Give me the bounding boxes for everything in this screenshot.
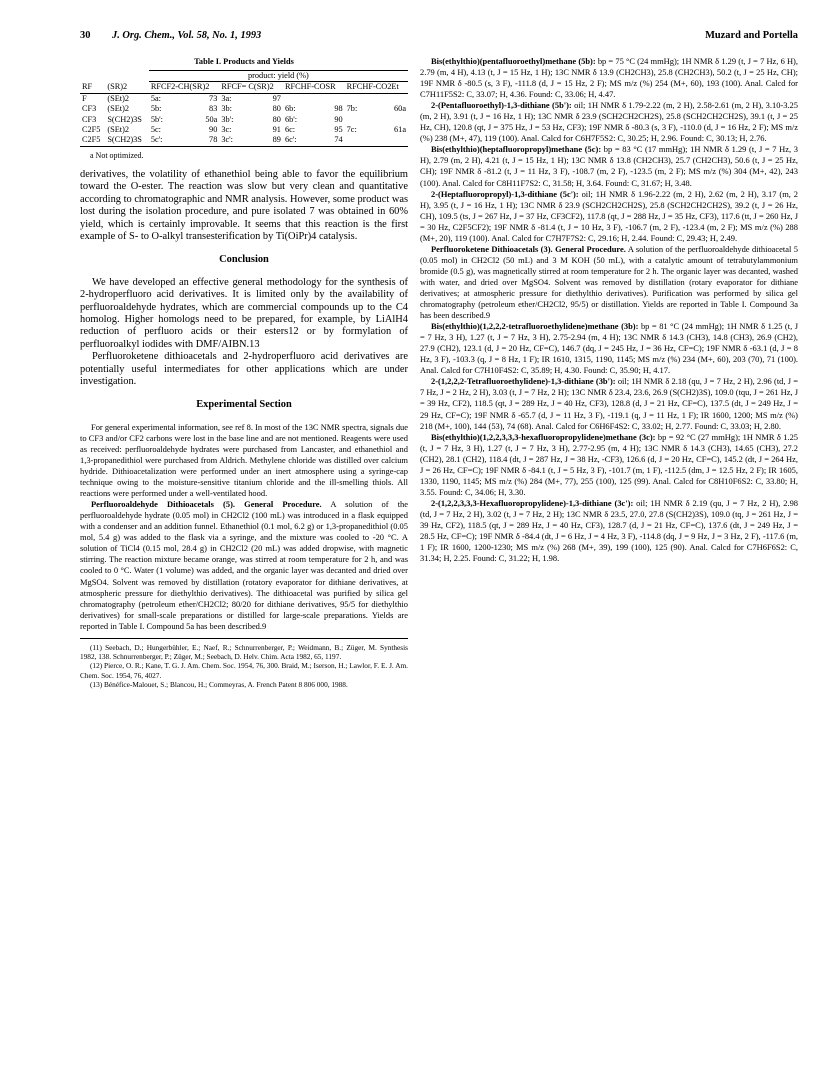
table-cell-y3: 74	[318, 135, 345, 146]
compound-title: 2-(Heptafluoropropyl)-1,3-dithiane (5c'):	[431, 188, 579, 199]
table-cell-y1: 83	[209, 104, 218, 114]
table-cell-y2: 80	[272, 104, 281, 114]
compound-entry	[420, 498, 798, 564]
compound-title: 2-(1,2,2,2-Tetrafluoroethylidene)-1,3-dithiane (3b'):	[431, 376, 616, 387]
compound-title: 2-(Pentafluoroethyl)-1,3-dithiane (5b'):	[431, 100, 572, 111]
table-row	[80, 104, 408, 114]
procedure-body: A solution of the perfluoroaldehyde dithioacetal 5 (0.05 mol) in CH2Cl2 (50 mL) and 3 M KOH (50 mL), with a catalytic amount of tetrabutylammonium bromide (0.5 g), was magnetically stirred at room temperature for 2 h. The organic layer was decanted, washed with water, and dried over MgSO4. Solvent was removed by distillation (rotary evaporator for dithiane derivatives; at atmospheric pressure for diethylthio derivatives). Purification was performed by silica gel chromatography (petroleum ether/CH2Cl2, 95/5) or distillation. Yields are reported in Table I. Compound 3a has been described.9	[420, 243, 798, 321]
compound-data: bp = 92 °C (27 mmHg); 1H NMR δ 1.25 (t, J = 7 Hz, 3 H), 1.27 (t, J = 7 Hz, 3 H), 2.77-2.95 (m, 4 H); 13C NMR δ 14.3 (CH3), 14.65 (CH3), 27.2 (CH2), 28.1 (CH2), 118.4 (dt, J = 287 Hz, J = 38 Hz, -CF3), 126.6 (d, J = 20 Hz, CF=C), 145.2 (dt, J = 264 Hz, J = 26 Hz, CF=C); 19F NMR δ -84.1 (t, J = 5 Hz, 3 F), -101.7 (m, 1 F), -112.5 (dm, J = 12.5 Hz, 2 F); IR 1605, 1330, 1190, 1145; MS m/z (%) 284 (M+, 77), 255 (100), 125 (99). Anal. Calcd for C8H10F6S2: C, 33.80; H, 3.55. Found: C, 34.06; H, 3.30.	[420, 431, 799, 497]
table-cell-c4	[345, 135, 375, 146]
table-cell-c2: 3c':	[219, 135, 255, 146]
table-row	[80, 135, 408, 146]
compound-data: oil; 1H NMR δ 1.79-2.22 (m, 2 H), 2.58-2.61 (m, 2 H), 3.10-3.25 (m, 2 H), 3.91 (t, J = 16 Hz, 1 H); 13C NMR δ 23.9 (SCH2CH2CH2S), 25.8 (SCH2CH2CH2S), 39.1 (t, J = 25 Hz, CH), 120.8 (qt, J = 375 Hz, J = 53 Hz, CF3); 19F NMR δ -80.3 (s, 3 F), -110.0 (d, J = 16 Hz, 2 F); MS m/z (%) 238 (M+, 47), 119 (100). Anal. Calcd for C6H7F5S2: C, 30.25; H, 2.96. Found: C, 30.13; H, 2.76.	[420, 100, 798, 144]
table-cell-sr: S(CH2)3S	[105, 135, 149, 146]
products-yields-table	[80, 70, 408, 147]
table-row	[80, 125, 408, 135]
table-spanner: product: yield (%)	[149, 71, 408, 82]
left-column	[80, 56, 408, 689]
table-cell-y4: 60a	[394, 104, 406, 114]
compound-entry	[420, 144, 798, 188]
compound-entry	[420, 321, 798, 376]
compound-title: Bis(ethylthio)(heptafluoropropyl)methane (5c):	[431, 144, 602, 155]
paragraph-title: Perfluoroaldehyde Dithioacetals (5). General Procedure.	[91, 499, 322, 510]
compound-data: oil; 1H NMR δ 2.19 (qu, J = 7 Hz, 2 H), 2.98 (td, J = 7 Hz, 2 H), 3.02 (t, J = 7 Hz, 2 H); 13C NMR δ 23.5, 27.0, 27.8 (S(CH2)3S), 109.0 (tq, J = 261 Hz, J = 39 Hz, CF2), 118.5 (qt, J = 289 Hz, J = 40 Hz, CF3), 128.7 (d, J = 21 Hz, CF=C), 137.6 (dt, J = 249 Hz, J = 28.5 Hz, CF=C); 19F NMR δ -84.4 (dt, J = 6 Hz, J = 4 Hz, 3 F), -114.8 (dq, J = 9 Hz, J = 3 Hz, 2 F), -117.6 (m, 1 F); IR 1600, 1200-1230; MS m/z (%) 268 (M+, 39), 199 (100), 125 (90). Anal. Calcd for C7H6F6S2: C, 31.34; H, 2.25. Found: C, 31.22; H, 1.98.	[420, 497, 799, 564]
table-cell-c2: 3b':	[221, 114, 234, 124]
table-cell-y3	[318, 93, 345, 104]
compound-entry	[420, 56, 798, 100]
table-cell-c3: 6b':	[284, 114, 298, 124]
compound-data: bp = 81 °C (24 mmHg); 1H NMR δ 1.25 (t, J = 7 Hz, 3 H), 1.27 (t, J = 7 Hz, 3 H), 2.75-2.94 (m, 4 H); 13C NMR δ 14.3 (CH3), 14.8 (CH3), 26.9 (CH2), 27.9 (CH2), 123.1 (d, J = 20 Hz, CF=C), 146.7 (dq, J = 245 Hz, J = 36 Hz, CF=C); 19F NMR δ -63.1 (d, J = 8 Hz, 3 F), -103.3 (q, J = 8 Hz, 1 F); IR 1610, 1315, 1190, 1145; MS m/z (%) 234 (M+, 60), 203 (70), 71 (100). Anal. Calcd for C7H10F4S2: C, 35.89; H, 4.30. Found: C, 35.90; H, 4.17.	[420, 321, 799, 376]
table-cell-c1: 5b:	[150, 104, 162, 114]
paragraph-body: A solution of the perfluoroaldehyde hydrate (0.05 mol) in CH2Cl2 (100 mL) was introduced in a flask equipped with a condenser and an addition funnel. Ethanethiol (0.1 mol, 6.2 g) or 1,3-propanedithiol (0.05 mol, 5.4 g) was added to the flask via a syringe, and the mixture was cooled to -20 °C. A solution of TiCl4 (0.15 mol, 28.4 g) in CH2Cl2 (20 mL) was added dropwise, with magnetic stirring. The reaction mixture became orange, was stirred at room temperature for 2 h, and was cooled to 0 °C. Water (1 volume) was added, and the organic layer was decanted and dried over MgSO4. Solvent was removed by distillation (rotatory evaporator for dithiane derivatives, at atmospheric pressure for diethylthio derivatives). The dithioacetal was purified by silica gel chromatography (petroleum ether/CH2Cl2; 80/20 for dithiane derivatives, 95/5 for diethylthio derivatives) for small-scale preparations or distilled for large-scale preparations. Yields are reported in Table I. Compound 5a has been described.9	[80, 499, 409, 631]
compound-entry	[420, 189, 798, 244]
compound-title: Bis(ethylthio)(1,2,2,2-tetrafluoroethylidene)methane (3b):	[431, 321, 639, 332]
compound-data: oil; 1H NMR δ 1.96-2.22 (m, 2 H), 2.62 (m, 2 H), 3.17 (m, 2 H), 3.95 (t, J = 16 Hz, 1 H); 13C NMR δ 23.9 (SCH2CH2CH2S), 25.8 (SCH2CH2CH2S), 39.2 (t, J = 26 Hz, CH), 109.5 (ts, J = 267 Hz, J = 37 Hz, CF3CF2), 117.8 (qt, J = 288 Hz, J = 35 Hz, CF3), 117.6 (tt, J = 260 Hz, J = 30 Hz, C2F5CF2); 19F NMR δ -81.4 (t, J = 10 Hz, 3 F), -106.7 (m, 2 F), -123.4 (m, 2 F); MS m/z (%) 288 (M+, 20), 119 (100). Anal. Calcd for C7H7F7S2: C, 29.16; H, 2.44. Found: C, 29.43; H, 2.49.	[420, 188, 799, 243]
reference-13: (13) Bénéfice-Malouet, S.; Blancou, H.; Commeyras, A. French Patent 8 806 000, 1988.	[90, 679, 348, 689]
table-cell-sr: (SEt)2	[107, 125, 129, 135]
table-cell-y4	[375, 135, 408, 146]
page-number: 30	[80, 30, 91, 41]
paragraph: For general experimental information, see ref 8. In most of the 13C NMR spectra, signals due to CF3 and/or CF2 carbons were lost in the base line and are not mentioned. Reagents were used as received: perfluoroaldehyde hydrates were purchased from Lancaster, and ethanethiol and 1,3-propanedithiol were purchased from Aldrich. Methylene chloride was distilled over calcium hydride. Dithioacetalization were performed under an inert atmosphere using a syringe-cap technique owing to the moisture-sensitive titanium chloride and the ill-smelling thiols. All reactions were performed under a well-ventilated hood.	[80, 421, 408, 499]
table-cell-rf: CF3	[82, 114, 97, 124]
table-cell-c3: 6b:	[284, 104, 296, 114]
reference-12: (12) Pierce, O. R.; Kane, T. G. J. Am. Chem. Soc. 1954, 76, 300. Braid, M.; Iserson, H.; Lawlor, F. E. J. Am. Chem. Soc. 1954, 76, 4027.	[80, 661, 408, 680]
table-title: Table I. Products and Yields	[194, 57, 294, 66]
compound-entry	[420, 432, 798, 498]
table-cell-y2: 80	[272, 114, 281, 124]
compound-entry	[420, 376, 798, 431]
compound-data: bp = 83 °C (17 mmHg); 1H NMR δ 1.29 (t, J = 7 Hz, 3 H), 2.79 (m, 2 H), 4.21 (t, J = 15 Hz, 1 H); 13C NMR δ 13.8 (CH2CH3), 25.7 (CH2CH3), 50.6 (t, J = 25 Hz, CH); 19F NMR δ -81.2 (t, J = 11 Hz, 3 F), -108.7 (m, 2 F), -123.5 (m, 2 F); MS m/z (%) 304 (M+, 42), 243 (100). Anal. Calcd for C8H11F7S2: C, 31.58; H, 3.64. Found: C, 31.67; H, 3.48.	[420, 144, 798, 188]
col-header-p2: RFCF= C(SR)2	[219, 82, 283, 93]
compound-data: bp = 75 °C (24 mmHg); 1H NMR δ 1.29 (t, J = 7 Hz, 6 H), 2.79 (m, 4 H), 4.13 (t, J = 15 Hz, 1 H); 13C NMR δ 13.9 (CH2CH3), 25.8 (CH2CH3), 50.2 (t, J = 25 Hz, CH); 19F NMR δ -80.5 (s, 3 F), -111.8 (d, J = 15 Hz, 2 F); MS m/z (%) 254 (M+, 60), 193 (100). Anal. Calcd for C7H11F5S2: C, 33.07; H, 4.36. Found: C, 33.06; H, 4.47.	[420, 56, 798, 100]
table-cell-sr: (SEt)2	[107, 93, 129, 103]
table-cell-sr: S(CH2)3S	[107, 114, 142, 124]
table-cell-rf: C2F5	[80, 135, 105, 146]
col-header-p1: RFCF2-CH(SR)2	[149, 82, 220, 93]
table-row	[80, 115, 408, 125]
table-cell-rf: F	[82, 93, 87, 103]
table-cell-c1: 5a:	[150, 93, 161, 103]
table-cell-y4: 61a	[394, 125, 406, 135]
compound-title: Bis(ethylthio)(pentafluoroethyl)methane (5b):	[431, 56, 596, 66]
col-header-sr2: (SR)2	[105, 82, 149, 93]
table-cell-c1: 5b':	[150, 114, 163, 124]
col-header-p3: RFCHF-COSR	[283, 82, 345, 93]
table-cell-sr: (SEt)2	[107, 104, 129, 114]
running-authors: Muzard and Portella	[705, 30, 798, 41]
table-cell-c2: 3b:	[221, 104, 232, 114]
discussion-text	[80, 169, 408, 412]
table-row	[80, 93, 408, 104]
table-cell-rf: CF3	[82, 104, 97, 114]
table-cell-y2: 97	[272, 93, 281, 103]
table-cell-y2: 91	[272, 125, 281, 135]
compound-data: oil; 1H NMR δ 2.18 (qu, J = 7 Hz, 2 H), 2.96 (td, J = 7 Hz, J = 2 Hz, 2 H), 3.03 (t, J = 7 Hz, 2 H); 13C NMR δ 23.4, 23.6, 26.9 (S(CH2)3S), 109.0 (tqu, J = 261 Hz, J = 39 Hz, CF2), 118.5 (qt, J = 289 Hz, J = 40 Hz, CF3), 128.8 (d, J = 21 Hz, CF=C), 137.5 (dt, J = 249 Hz, J = 29 Hz, CF=C); 19F NMR δ -65.7 (d, J = 11 Hz, 3 F), -119.1 (q, J = 11 Hz, 1 F); IR 1600, 1200; MS m/z (%) 218 (M+, 100), 144 (53), 74 (68). Anal. Calcd for C6H6F4S2: C, 33.02; H, 2.77. Found: C, 33.03; H, 2.80.	[420, 376, 799, 431]
table-cell-c2: 3c:	[221, 125, 232, 135]
conclusion-heading: Conclusion	[219, 254, 269, 266]
references	[80, 638, 408, 689]
table-cell-y1: 78	[184, 135, 219, 146]
table-cell-c4	[345, 93, 375, 104]
paragraph	[80, 499, 408, 632]
right-column	[420, 56, 798, 564]
table-cell-y1: 50a	[205, 114, 218, 124]
paragraph: Perfluoroketene dithioacetals and 2-hydroperfluoro acid derivatives are potentially useful intermediates for other applications which are under investigation.	[80, 351, 408, 388]
table-cell-y1: 73	[209, 93, 218, 103]
col-header-p4: RFCHF-CO2Et	[345, 82, 408, 93]
table-cell-c4: 7b:	[346, 104, 358, 114]
table-cell-c4: 7c:	[346, 125, 357, 135]
table-cell-y4	[375, 93, 408, 104]
table-cell-c2: 3a:	[221, 93, 232, 103]
table-cell-y3: 90	[334, 114, 343, 124]
compound-entry	[420, 100, 798, 144]
table-footnote: a Not optimized.	[90, 150, 144, 160]
compound-title: 2-(1,2,2,3,3,3-Hexafluoropropylidene)-1,3-dithiane (3c'):	[431, 497, 634, 508]
procedure-entry	[420, 244, 798, 321]
experimental-heading: Experimental Section	[196, 399, 292, 411]
compound-title: Bis(ethylthio)(1,2,2,3,3,3-hexafluoropropylidene)methane (3c):	[431, 431, 656, 442]
paragraph: derivatives, the volatility of ethanethiol being able to favor the equilibrium toward the O-ester. The reaction was slow but very clean and quantitative according to chromatographic and NMR analysis. However, some product was lost during the isolation procedure, and pure isolated 7 was obtained in 60% yield, which is certainly improvable. It seems that this reaction is the first example of S- to O-alkyl transesterification by Ti(OiPr)4 catalysis.	[80, 168, 408, 242]
procedure-title: Perfluoroketene Dithioacetals (3). General Procedure.	[431, 243, 626, 254]
table-cell-c3: 6c':	[283, 135, 318, 146]
table-cell-y3: 98	[334, 104, 343, 114]
table-cell-y3: 95	[334, 125, 343, 135]
table-cell-y4	[375, 115, 408, 125]
table-cell-c1: 5c':	[149, 135, 184, 146]
table-cell-y2: 89	[255, 135, 283, 146]
table-cell-c1: 5c:	[150, 125, 161, 135]
table-cell-c3	[283, 93, 318, 104]
table-cell-y1: 90	[209, 125, 218, 135]
paragraph: We have developed an effective general methodology for the synthesis of 2-hydroperfluoro acid derivatives. It is limited only by the availability of perfluoroaldehyde hydrates, which are commercial compounds up to the C4 homolog. Higher homologs need to be prepared, for example, by LiAlH4 reduction of perfluoro acids or their esters12 or by formylation of perfluoroalkyl iodides with DMF/AIBN.13	[80, 276, 408, 350]
table-cell-rf: C2F5	[82, 125, 101, 135]
reference-11: (11) Seebach, D.; Hungerbühler, E.; Naef, R.; Schnurrenberger, P.; Weidmann, B.; Züger, M. Synthesis 1982, 138. Schnurrenberger, P.; Züger, M.; Seebach, D. Helv. Chim. Acta 1982, 65, 1197.	[80, 642, 408, 662]
running-header	[80, 30, 798, 44]
table-cell-c3: 6c:	[284, 125, 296, 135]
col-header-rf: RF	[80, 82, 105, 93]
table-cell-c4	[345, 115, 375, 125]
journal-citation: J. Org. Chem., Vol. 58, No. 1, 1993	[112, 30, 262, 41]
